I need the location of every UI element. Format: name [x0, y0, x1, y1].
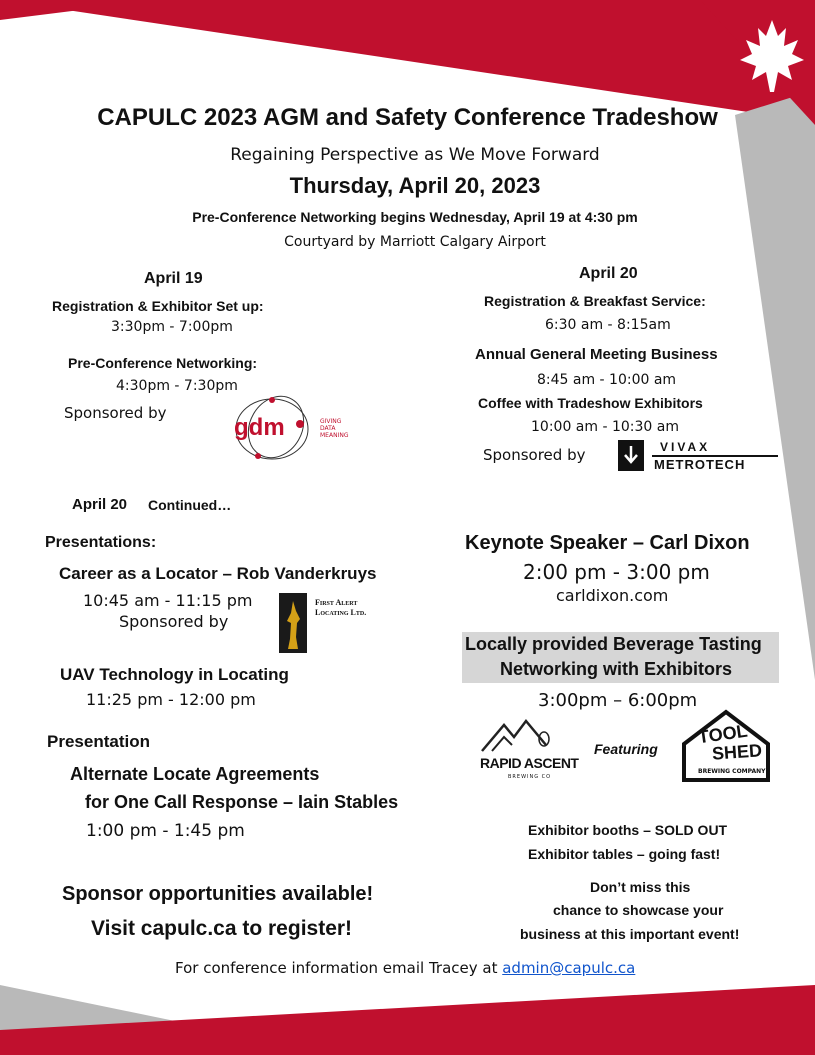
gdm-logo-mark: gdm	[234, 414, 285, 441]
gdm-logo	[228, 394, 368, 464]
first-alert-logo	[279, 593, 391, 655]
first-alert-line2: Locating Ltd.	[315, 608, 367, 617]
april19-networking-time: 4:30pm - 7:30pm	[116, 378, 238, 394]
vivax-metrotech-logo	[618, 440, 780, 472]
keynote-time: 2:00 pm - 3:00 pm	[523, 560, 710, 584]
venue: Courtyard by Marriott Calgary Airport	[284, 234, 546, 250]
keynote-title: Keynote Speaker – Carl Dixon	[465, 532, 750, 554]
exhibitor-tables: Exhibitor tables – going fast!	[528, 846, 721, 862]
career-time: 10:45 am - 11:15 pm	[83, 591, 253, 610]
tool-shed-name1: TOOL	[696, 720, 749, 748]
vivax-mark-icon	[618, 440, 644, 471]
featuring-label: Featuring	[594, 741, 658, 757]
mountain-icon	[474, 715, 570, 755]
footer-text: For conference information email Tracey at	[175, 959, 498, 977]
beverage-time: 3:00pm – 6:00pm	[538, 690, 698, 711]
dont-miss-line1: Don’t miss this	[590, 879, 691, 895]
first-alert-line1: First Alert	[315, 598, 358, 607]
gdm-tagline-3: MEANING	[320, 432, 349, 439]
exhibitor-booths: Exhibitor booths – SOLD OUT	[528, 822, 728, 838]
presentations-heading: Presentations:	[45, 534, 157, 551]
visit-register: Visit capulc.ca to register!	[91, 917, 353, 940]
dont-miss-line3: business at this important event!	[520, 926, 740, 942]
beverage-line1: Locally provided Beverage Tasting	[465, 634, 762, 654]
tool-shed-name2: SHED	[711, 740, 763, 764]
career-title: Career as a Locator – Rob Vanderkruys	[59, 564, 377, 583]
april20-sponsored-by: Sponsored by	[483, 446, 586, 464]
career-sponsored-by: Sponsored by	[119, 612, 229, 631]
april19-registration-time: 3:30pm - 7:00pm	[111, 319, 233, 335]
pre-networking-note: Pre-Conference Networking begins Wednesday, April 19 at 4:30 pm	[192, 209, 638, 225]
april19-sponsored-by: Sponsored by	[64, 404, 167, 422]
tool-shed-logo	[676, 708, 776, 784]
alt-title-line1: Alternate Locate Agreements	[70, 764, 320, 784]
vivax-logo-line2: METROTECH	[654, 457, 746, 472]
vivax-logo-line1: VIVAX	[660, 440, 711, 454]
event-date: Thursday, April 20, 2023	[289, 173, 541, 198]
rapid-ascent-logo	[474, 715, 579, 787]
april20-registration-time: 6:30 am - 8:15am	[545, 317, 671, 333]
alt-title-line2: for One Call Response – Iain Stables	[85, 792, 399, 812]
april20-agm-time: 8:45 am - 10:00 am	[537, 372, 677, 388]
gdm-tagline-1: GIVING	[320, 418, 342, 425]
first-alert-mark-icon	[279, 593, 307, 653]
april20-coffee-time: 10:00 am - 10:30 am	[531, 419, 679, 435]
april19-registration-label: Registration & Exhibitor Set up:	[52, 298, 264, 314]
page-title: CAPULC 2023 AGM and Safety Conference Tradeshow	[97, 104, 718, 131]
april19-networking-label: Pre-Conference Networking:	[68, 355, 258, 371]
sponsor-opportunities: Sponsor opportunities available!	[62, 883, 374, 905]
alt-time: 1:00 pm - 1:45 pm	[86, 821, 245, 841]
continued-date: April 20	[72, 496, 128, 513]
keynote-site: carldixon.com	[556, 586, 669, 605]
continued-label: Continued…	[148, 497, 232, 513]
gdm-tagline-2: DATA	[320, 425, 336, 432]
uav-title: UAV Technology in Locating	[60, 665, 289, 684]
april20-registration-label: Registration & Breakfast Service:	[484, 293, 706, 309]
april20-heading: April 20	[579, 265, 638, 282]
april20-coffee-label: Coffee with Tradeshow Exhibitors	[478, 395, 703, 411]
tool-shed-sub: BREWING COMPANY	[698, 768, 766, 775]
beverage-line2: Networking with Exhibitors	[500, 659, 733, 679]
footer-email-link[interactable]: admin@capulc.ca	[502, 959, 636, 977]
april20-agm-label: Annual General Meeting Business	[475, 346, 718, 363]
page-subtitle: Regaining Perspective as We Move Forward	[230, 145, 600, 165]
dont-miss-line2: chance to showcase your	[553, 902, 724, 918]
footer-info	[175, 959, 635, 977]
april19-heading: April 19	[144, 270, 203, 287]
presentation-heading: Presentation	[47, 732, 150, 751]
rapid-ascent-sub: BREWING CO	[508, 774, 552, 780]
uav-time: 11:25 pm - 12:00 pm	[86, 690, 256, 709]
rapid-ascent-name: RAPID ASCENT	[480, 755, 579, 771]
